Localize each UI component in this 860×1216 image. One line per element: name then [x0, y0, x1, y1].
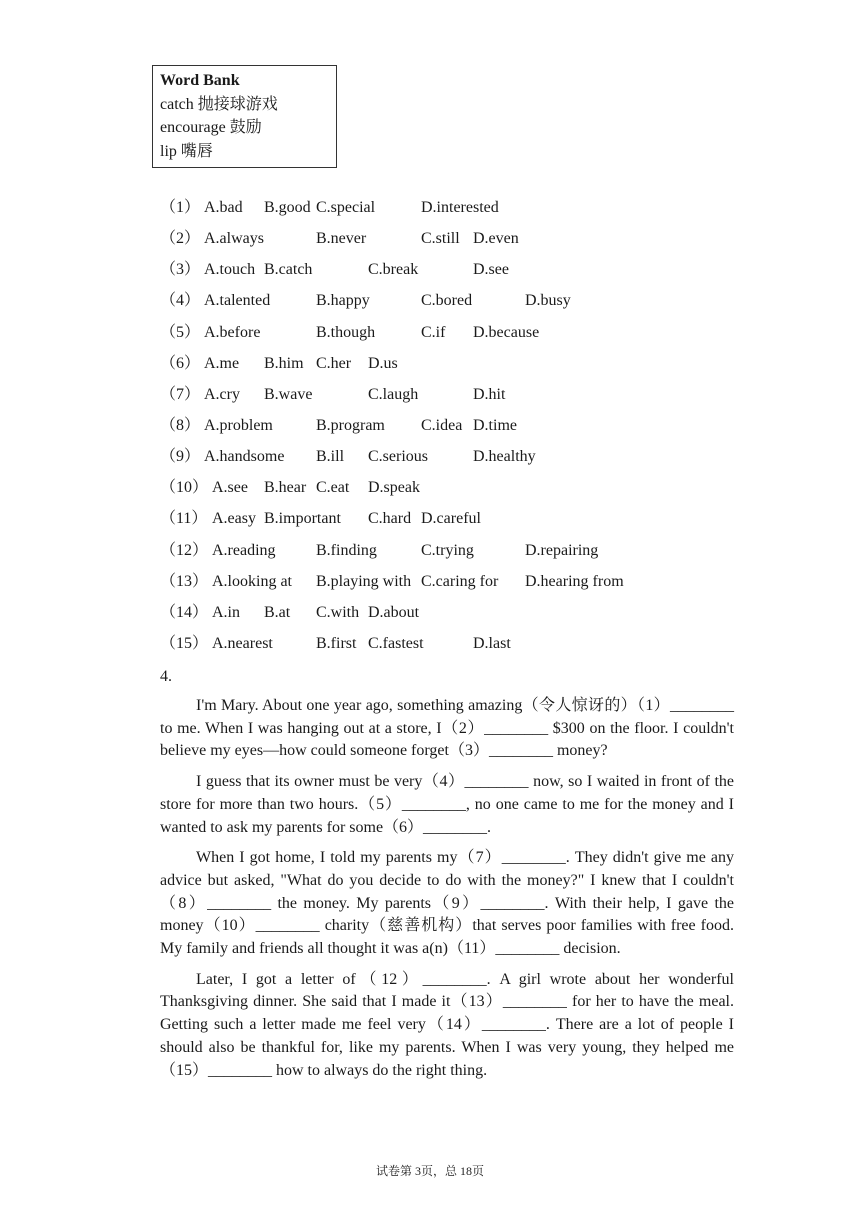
passage-paragraph: Later, I got a letter of（12）________. A girl wrote about her wonderful Thanksgiving dinner. She said that I made it（13）________ for her to have the meal. Getting such a letter made me feel very（14）________. There are a lot of people I should also be thankful for, like my parents. When I was very young, they helped me（15）________ how to always do the right thing.	[160, 970, 734, 1079]
option-choice-c: C.with	[316, 603, 360, 621]
option-choice-b: B.at	[264, 603, 291, 621]
option-choice-d: D.healthy	[473, 448, 536, 466]
option-choice-a: A.cry	[204, 385, 240, 403]
passage-paragraph: When I got home, I told my parents my（7）________. They didn't give me any advice but asked, "What do you decide to do with the money?" I knew that I couldn't（8）________ the money. My parents（9）________. With their help, I gave the money（10）________ charity（慈善机构）that serves poor families with free food. My family and friends all thought it was a(n)（11）________ decision.	[160, 849, 734, 958]
option-choice-a: A.nearest	[212, 634, 273, 652]
option-choice-c: C.hard	[368, 510, 412, 528]
option-choice-b: B.hear	[264, 479, 307, 497]
option-number: （13）	[160, 572, 209, 590]
option-number: （10）	[160, 479, 209, 497]
option-choice-a: A.easy	[212, 510, 256, 528]
option-number: （6）	[160, 354, 201, 372]
question-number: 4.	[160, 668, 172, 685]
option-choice-b: B.good	[264, 199, 311, 216]
option-choice-c: C.if	[421, 323, 446, 341]
option-choice-d: D.even	[473, 230, 519, 248]
word-bank-entry: lip 嘴唇	[160, 142, 213, 160]
option-choice-b: B.finding	[316, 541, 377, 559]
option-choice-c: C.special	[316, 199, 376, 216]
option-choice-b: B.ill	[316, 448, 345, 466]
option-choice-d: D.careful	[421, 510, 481, 528]
option-choice-c: C.laugh	[368, 385, 419, 403]
option-choice-a: A.me	[204, 354, 240, 372]
option-number: （7）	[160, 385, 201, 403]
option-choice-a: A.reading	[212, 541, 276, 559]
option-number: （12）	[160, 541, 209, 559]
passage-paragraph: I guess that its owner must be very（4）________ now, so I waited in front of the store for more than two hours.（5）________, no one came to me for the money and I wanted to ask my parents for some（6）________.	[160, 773, 734, 836]
option-choice-c: C.bored	[421, 292, 473, 310]
option-number: （1）	[160, 199, 201, 216]
option-number: （14）	[160, 603, 209, 621]
option-choice-b: B.catch	[264, 261, 313, 279]
option-choice-a: A.problem	[204, 416, 273, 434]
option-choice-d: D.hearing from	[525, 572, 624, 590]
option-choice-a: A.before	[204, 323, 261, 341]
option-number: （3）	[160, 261, 201, 279]
option-number: （8）	[160, 416, 201, 434]
option-choice-c: C.trying	[421, 541, 474, 559]
option-choice-b: B.first	[316, 634, 357, 652]
option-choice-a: A.always	[204, 230, 264, 248]
option-choice-c: C.still	[421, 230, 460, 248]
option-choice-a: A.in	[212, 603, 240, 621]
option-choice-b: B.program	[316, 416, 385, 434]
option-choice-d: D.time	[473, 416, 517, 434]
option-choice-d: D.busy	[525, 292, 571, 310]
option-number: （2）	[160, 230, 201, 248]
option-choice-d: D.repairing	[525, 541, 599, 559]
word-bank-box	[152, 65, 337, 168]
option-number: （11）	[160, 510, 208, 528]
option-choice-b: B.playing with	[316, 572, 412, 590]
option-choice-c: C.caring for	[421, 572, 499, 590]
option-choice-c: C.idea	[421, 416, 463, 434]
option-number: （15）	[160, 634, 209, 652]
option-choice-c: C.eat	[316, 479, 350, 497]
option-choice-c: C.serious	[368, 448, 428, 466]
option-choice-a: A.touch	[204, 261, 256, 279]
option-number: （4）	[160, 292, 201, 310]
option-choice-d: D.us	[368, 354, 398, 372]
option-choice-c: C.break	[368, 261, 419, 279]
passage-paragraph: I'm Mary. About one year ago, something amazing（令人惊讶的）（1）________ to me. When I was hanging out at a store, I（2）________ $300 on the floor. I couldn't believe my eyes—how could someone forget（3）________ money?	[160, 697, 734, 760]
option-choice-d: D.see	[473, 261, 509, 279]
option-choice-b: B.important	[264, 510, 341, 528]
option-choice-a: A.bad	[204, 199, 243, 216]
option-choice-d: D.interested	[421, 199, 499, 216]
page-footer: 试卷第 3页，总 18页	[375, 1164, 484, 1178]
option-choice-d: D.speak	[368, 479, 420, 497]
word-bank-entry: catch 抛接球游戏	[160, 95, 278, 113]
option-choice-b: B.happy	[316, 292, 370, 310]
option-choice-d: D.because	[473, 323, 540, 341]
cloze-passage	[160, 695, 734, 1090]
option-choice-d: D.about	[368, 603, 420, 621]
option-choice-b: B.him	[264, 354, 304, 372]
word-bank-title: Word Bank	[160, 72, 240, 89]
option-number: （5）	[160, 323, 201, 341]
option-choice-a: A.talented	[204, 292, 271, 310]
option-choice-c: C.her	[316, 354, 352, 372]
option-choice-d: D.last	[473, 634, 511, 652]
option-choice-a: A.handsome	[204, 448, 285, 466]
option-choice-b: B.never	[316, 230, 367, 248]
option-choice-a: A.looking at	[212, 572, 292, 590]
option-choice-b: B.wave	[264, 385, 313, 403]
option-choice-c: C.fastest	[368, 634, 424, 652]
option-choice-b: B.though	[316, 323, 376, 341]
option-choice-a: A.see	[212, 479, 248, 497]
option-choice-d: D.hit	[473, 385, 506, 403]
word-bank-entry: encourage 鼓励	[160, 119, 262, 136]
option-number: （9）	[160, 448, 201, 466]
